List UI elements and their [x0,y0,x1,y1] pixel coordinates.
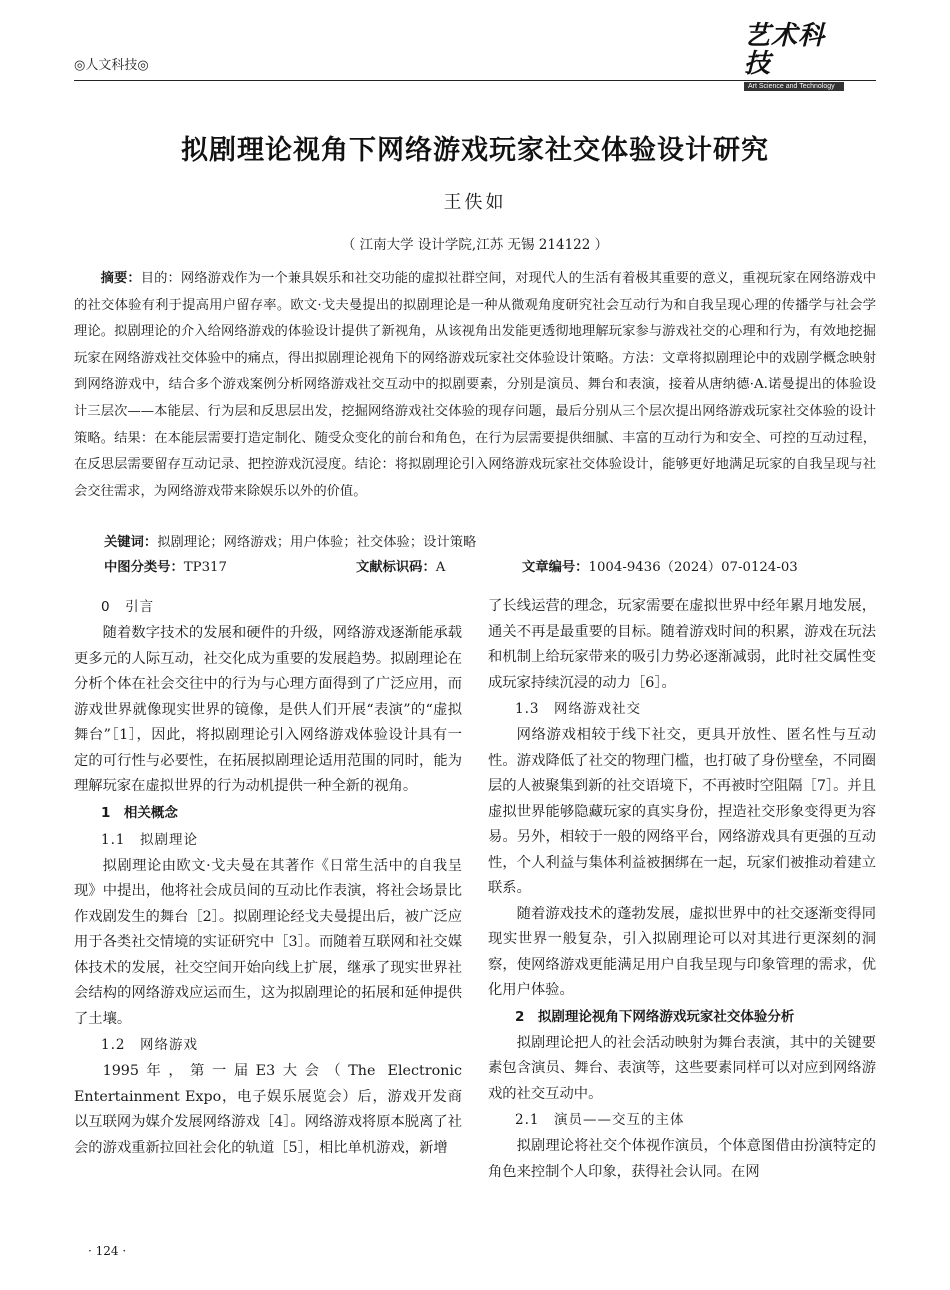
journal-section-label: ◎人文科技◎ [74,58,149,73]
section-1-3-paragraph-2: 随着游戏技术的蓬勃发展，虚拟世界中的社交逐渐变得同现实世界一般复杂，引入拟剧理论可以对其进行更深刻的洞察，使网络游戏更能满足用户自我呈现与印象管理的需求，优化用户体验。 [488,905,876,998]
page-number: · 124 · [88,1244,127,1258]
section-1-2-heading: 1.2 网络游戏 [101,1037,198,1053]
article-number-label: 文章编号： [522,560,589,575]
journal-logo-subtitle: Art Science and Technology [744,82,844,91]
clc-number [104,556,227,580]
section-2-1-paragraph: 拟剧理论将社交个体视作演员，个体意图借由扮演特定的角色来控制个人印象，获得社会认同。在网 [488,1138,876,1180]
clc-label: 中图分类号： [104,560,184,575]
keywords [104,531,476,555]
abstract-label: 摘要： [100,271,141,286]
abstract-text: 目的：网络游戏作为一个兼具娱乐和社交功能的虚拟社群空间，对现代人的生活有着极其重要的意义，重视玩家在网络游戏中的社交体验有利于提高用户留存率。欧文·戈夫曼提出的拟剧理论是一种从微观角度研究社会互动行为和自我呈现心理的传播学与社会学理论。拟剧理论的介入给网络游戏的体验设计提供了新视角，从该视角出发能更透彻地理解玩家参与游戏社交的心理和行为，有效地挖掘玩家在网络游戏社交体验中的痛点，得出拟剧理论视角下的网络游戏玩家社交体验设计策略。方法：文章将拟剧理论中的戏剧学概念映射到网络游戏中，结合多个游戏案例分析网络游戏社交互动中的拟剧要素，分别是演员、舞台和表演，接着从唐纳德·A.诺曼提出的体验设计三层次——本能层、行为层和反思层出发，挖掘网络游戏社交体验的现存问题，最后分别从三个层次提出网络游戏玩家社交体验的设计策略。结果：在本能层需要打造定制化、随受众变化的前台和角色，在行为层需要提供细腻、丰富的互动行为和安全、可控的互动过程，在反思层需要留存互动记录、把控游戏沉浸度。结论：将拟剧理论引入网络游戏玩家社交体验设计，能够更好地满足玩家的自我呈现与社会交往需求，为网络游戏带来除娱乐以外的价值。 [74,271,877,499]
section-1-3-paragraph-1: 网络游戏相较于线下社交，更具开放性、匿名性与互动性。游戏降低了社交的物理门槛，也打破了身份壁垒，不同圈层的人被聚集到新的社交语境下，不再被时空阻隔［7］。并且虚拟世界能够隐藏玩家的真实身份，捏造社交形象变得更为容易。另外，相较于一般的网络平台，网络游戏具有更强的互动性，个人利益与集体利益被捆绑在一起，玩家们被推动着建立联系。 [488,727,876,896]
section-1-2-paragraph: 1995年，第一届E3大会（The Electronic Entertainment Expo，电子娱乐展览会）后，游戏开发商以互联网为媒介发展网络游戏［4］。网络游戏将原本脱离了社会的游戏重新拉回社会化的轨道［5］，相比单机游戏，新增 [74,1063,462,1156]
document-code [356,556,445,580]
article-number-value: 1004-9436（2024）07-0124-03 [588,560,798,575]
article-number [522,556,798,580]
abstract [74,266,876,505]
header-divider [74,80,876,81]
paper-author: 王佚如 [443,192,507,213]
intro-paragraph: 随着数字技术的发展和硬件的升级，网络游戏逐渐能承载更多元的人际互动，社交化成为重要的发展趋势。拟剧理论在分析个体在社会交往中的行为与心理方面得到了广泛应用，而游戏世界就像现实世界的镜像，是供人们开展“表演”的“虚拟舞台”［1］，因此，将拟剧理论引入网络游戏体验设计具有一定的可行性与必要性，在拓展拟剧理论适用范围的同时，能为理解玩家在虚拟世界的行为动机提供一种全新的视角。 [74,625,462,794]
keywords-label: 关键词： [104,535,158,550]
doc-code-value: A [435,560,446,575]
section-1-heading: 1 相关概念 [101,804,178,821]
doc-code-label: 文献标识码： [356,560,436,575]
section-2-heading: 2 拟剧理论视角下网络游戏玩家社交体验分析 [515,1008,795,1025]
paper-affiliation: （ 江南大学 设计学院,江苏 无锡 214122 ） [341,237,609,253]
intro-heading: 0 引言 [101,599,155,615]
continued-paragraph: 了长线运营的理念，玩家需要在虚拟世界中经年累月地发展，通关不再是最重要的目标。随着游戏时间的积累，游戏在玩法和机制上给玩家带来的吸引力势必逐渐减弱，此时社交属性变成玩家持续沉浸的动力［6］。 [488,598,876,691]
section-1-1-heading: 1.1 拟剧理论 [101,831,198,848]
clc-value: TP317 [183,560,227,575]
left-column [74,594,462,1161]
journal-logo-mark: 艺术科技 [744,21,826,79]
right-column [488,594,876,1185]
keywords-text: 拟剧理论；网络游戏；用户体验；社交体验；设计策略 [157,535,477,550]
section-1-3-heading: 1.3 网络游戏社交 [515,701,641,717]
section-1-1-paragraph: 拟剧理论由欧文·戈夫曼在其著作《日常生活中的自我呈现》中提出，他将社会成员间的互动比作表演，将社会场景比作戏剧发生的舞台［2］。拟剧理论经戈夫曼提出后，被广泛应用于各类社交情境的实证研究中［3］。而随着互联网和社交媒体技术的发展，社交空间开始向线上扩展，继承了现实世界社会结构的网络游戏应运而生，这为拟剧理论的拓展和延伸提供了土壤。 [74,857,462,1027]
section-2-paragraph: 拟剧理论把人的社会活动映射为舞台表演，其中的关键要素包含演员、舞台、表演等，这些要素同样可以对应到网络游戏的社交互动中。 [488,1034,876,1102]
section-2-1-heading: 2.1 演员——交互的主体 [515,1112,685,1128]
journal-logo [744,21,844,90]
paper-title: 拟剧理论视角下网络游戏玩家社交体验设计研究 [181,135,769,166]
